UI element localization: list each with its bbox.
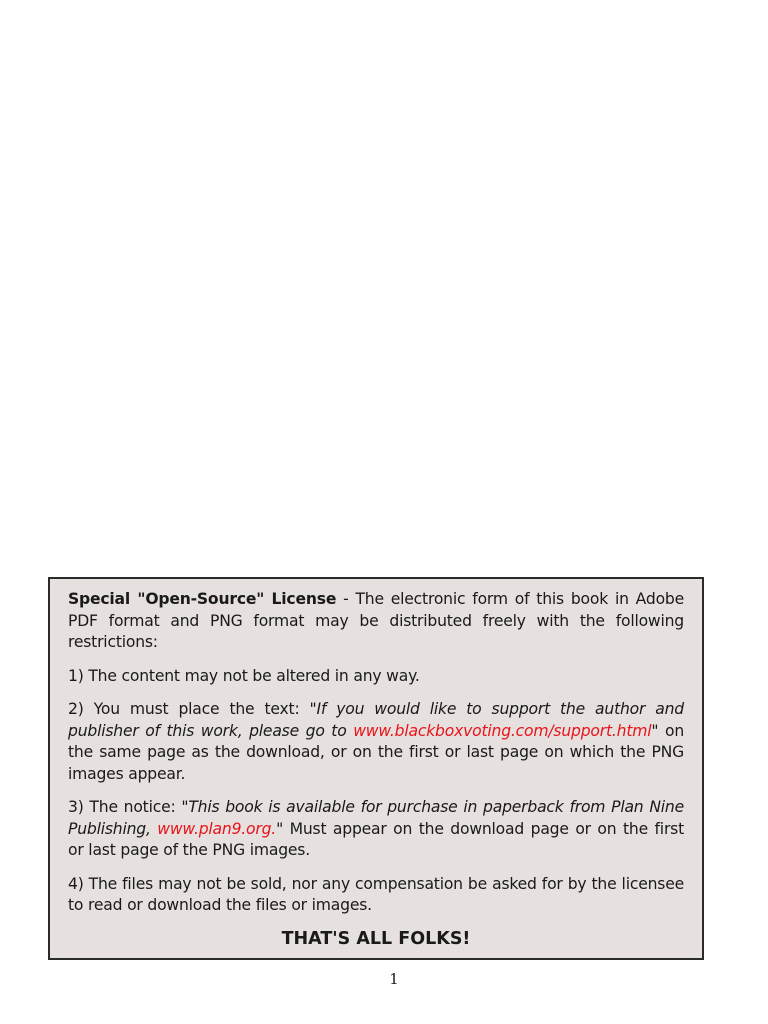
page-number: 1 xyxy=(389,970,399,988)
license-intro-paragraph xyxy=(68,589,684,654)
license-item-3 xyxy=(68,797,684,862)
item-3-prefix: 3) The notice: xyxy=(68,798,182,816)
item-3-quote-end: " xyxy=(276,819,284,838)
item-3-suffix: Must appear on the download page or on the first or last page of the PNG images. xyxy=(68,819,684,859)
closing-line: THAT'S ALL FOLKS! xyxy=(281,928,471,949)
item-3-quote-start: "This book is available for purchase in paperback from Plan Nine Publishing, xyxy=(68,798,684,838)
support-link[interactable]: www.blackboxvoting.com/support.html xyxy=(353,721,652,740)
item-2-quote-start: "If you would like to support the author and publisher of this work, please go to xyxy=(68,700,684,740)
license-box xyxy=(48,577,704,960)
license-item-4: 4) The files may not be sold, nor any compensation be asked for by the licensee to read or download the files or images. xyxy=(68,874,684,914)
license-intro-text: - The electronic form of this book in Adobe PDF format and PNG format may be distributed freely with the following restrictions: xyxy=(68,590,684,651)
license-item-2 xyxy=(68,699,684,785)
license-item-1: 1) The content may not be altered in any way. xyxy=(68,666,420,685)
item-2-quote-end: " xyxy=(651,721,659,740)
item-2-suffix: on the same page as the download, or on the first or last page on which the PNG images appear. xyxy=(68,721,685,783)
plan9-link[interactable]: www.plan9.org. xyxy=(157,819,277,838)
item-2-prefix: 2) You must place the text: xyxy=(68,700,310,718)
license-heading: Special "Open-Source" License xyxy=(68,590,337,608)
